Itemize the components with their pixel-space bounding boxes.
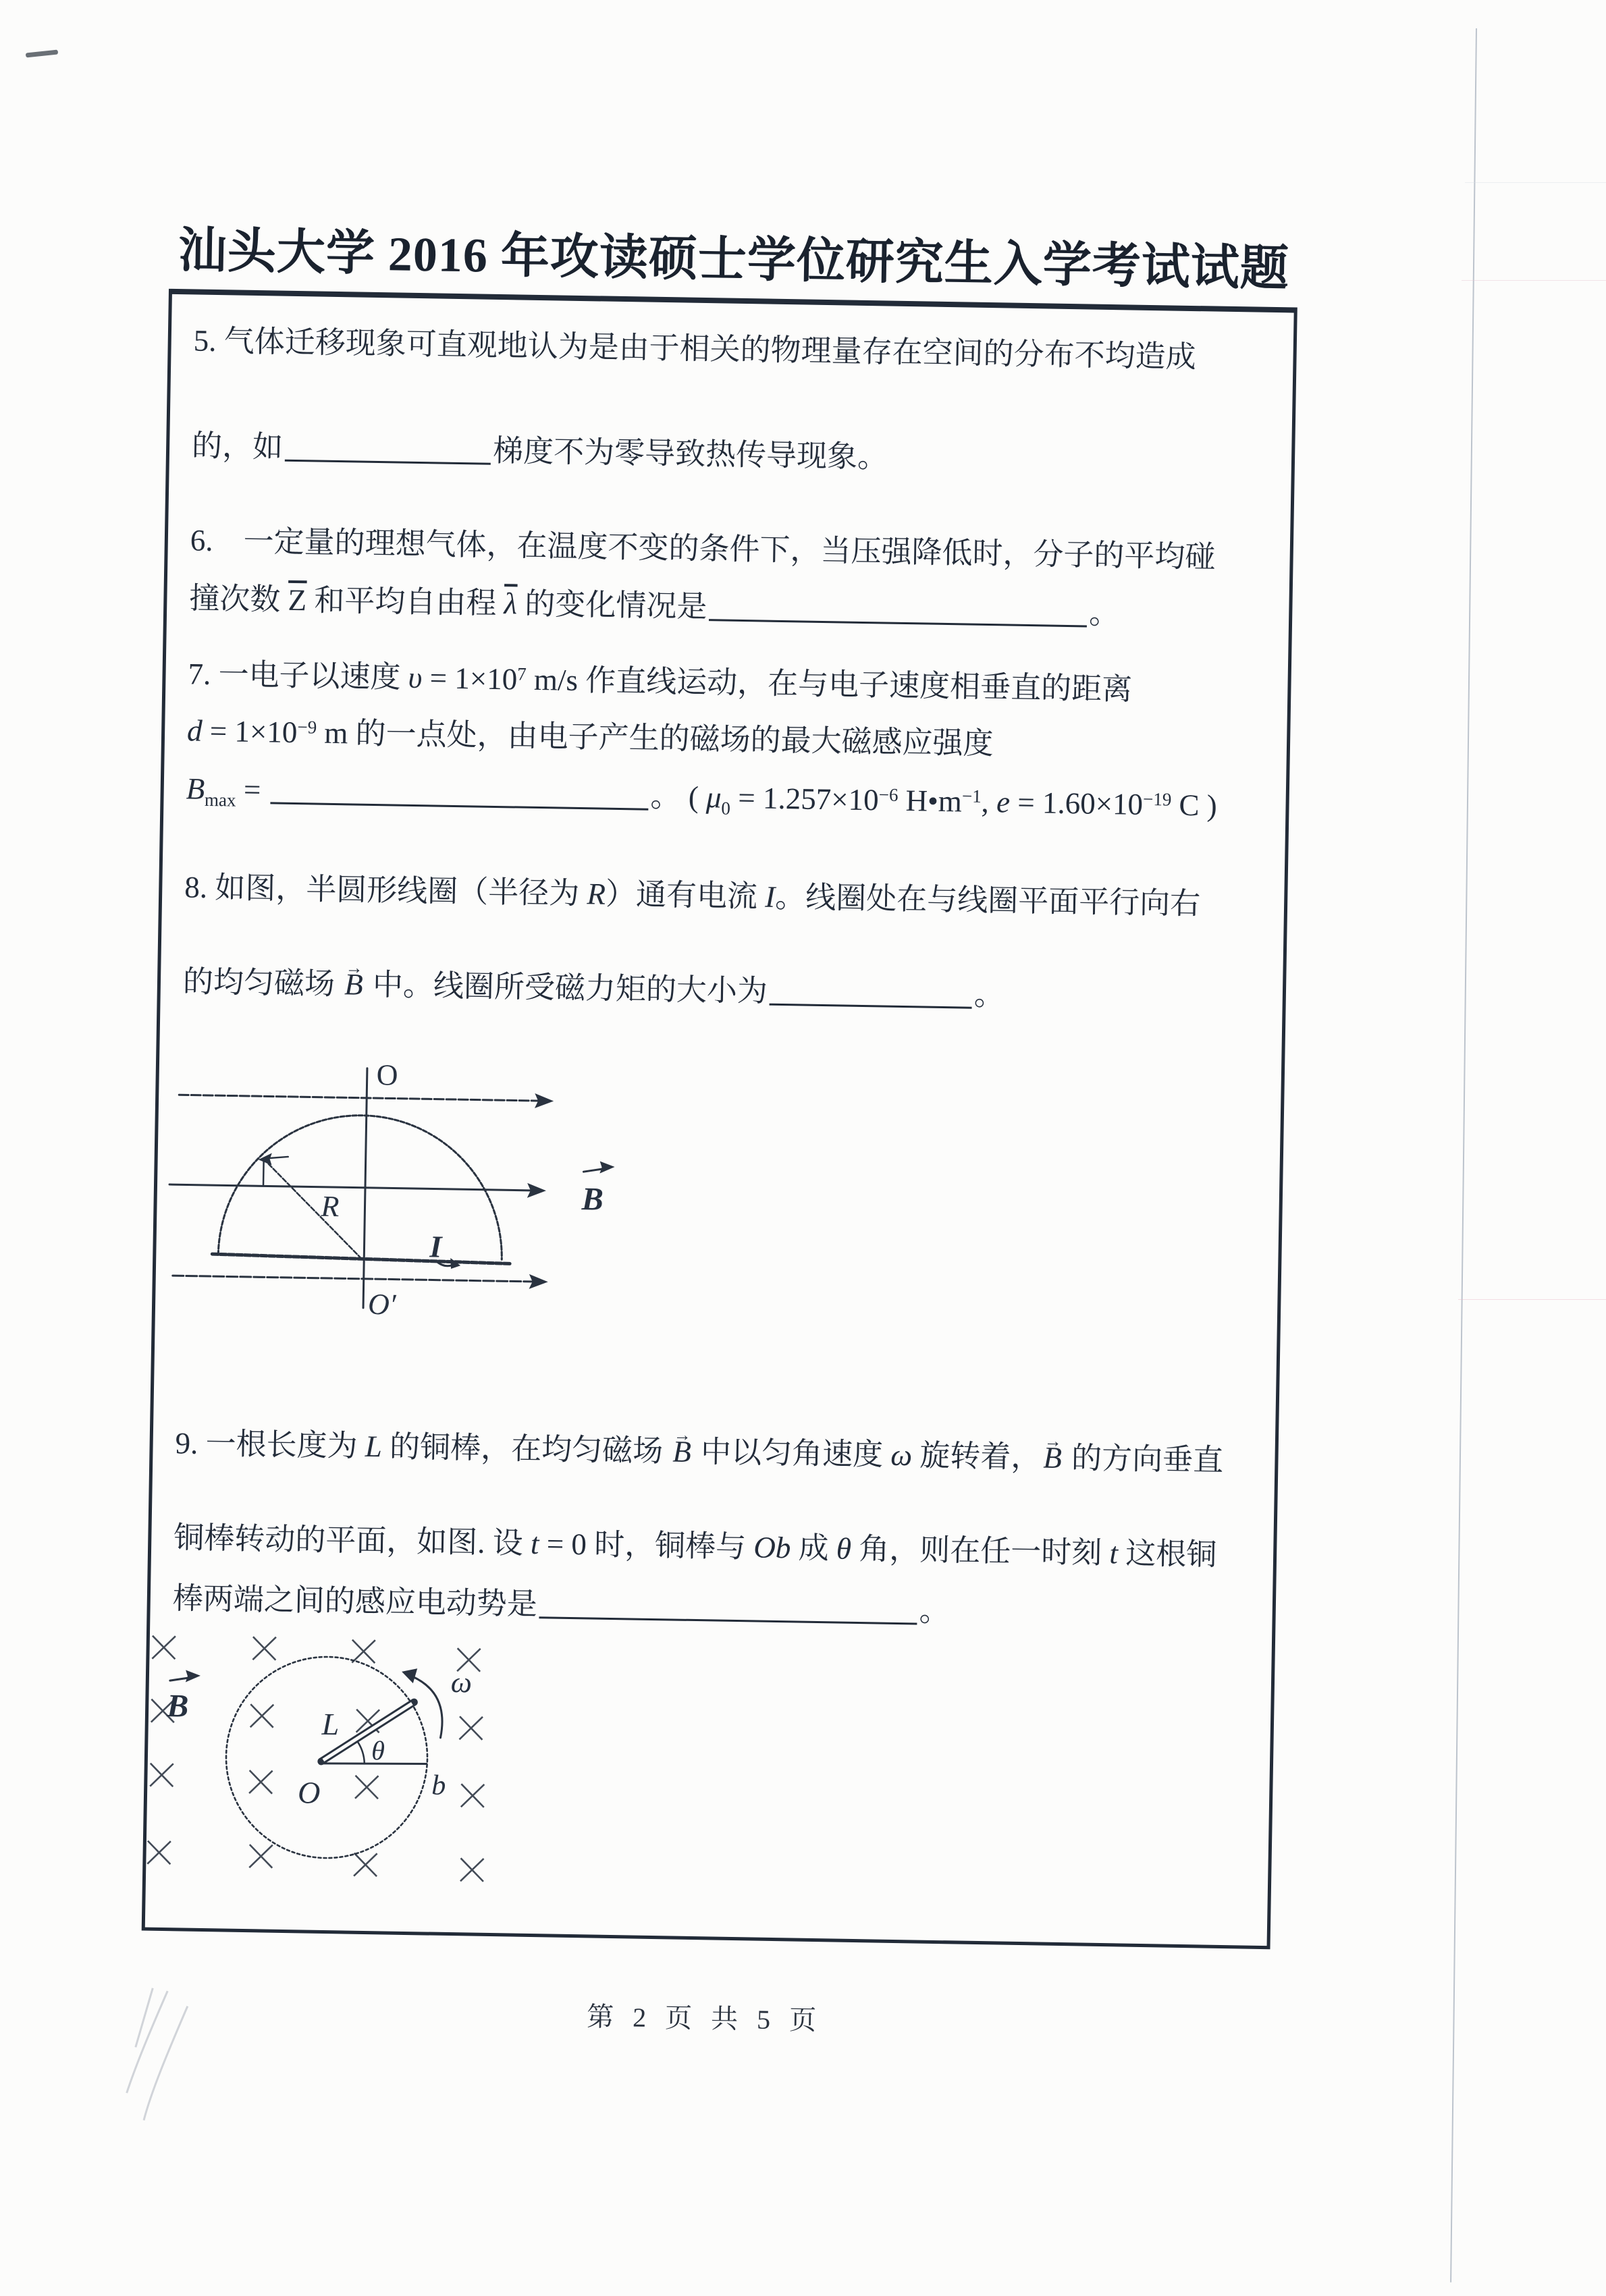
text-segment: $\overline{Z}$	[288, 582, 307, 618]
text-segment: 7. 一电子以速度	[188, 657, 409, 694]
text-segment: −6	[878, 784, 899, 805]
cross-mark	[355, 1776, 379, 1799]
cross-mark	[147, 1841, 171, 1865]
page-title: 汕头大学 2016 年攻读硕士学位研究生入学考试试题	[178, 223, 1290, 296]
text-segment: 这根铜	[1117, 1536, 1217, 1572]
text-segment: 的均匀磁场	[182, 964, 343, 1002]
perpendicular-tick	[263, 1160, 264, 1184]
text-segment: $\overline{\lambda}$	[504, 586, 518, 621]
text-segment: 中。线圈所受磁力矩的大小为	[365, 967, 768, 1008]
text-segment: e	[996, 785, 1011, 819]
cross-mark	[352, 1640, 375, 1664]
field-line-middle	[169, 1184, 533, 1191]
text-segment: 角，则在任一时刻	[851, 1531, 1110, 1570]
text-segment: 时，铜棒与	[593, 1527, 754, 1564]
text-segment: = 1×10	[202, 713, 298, 750]
cross-mark	[354, 1853, 377, 1877]
text-segment: 的变化情况是	[516, 586, 707, 624]
text-segment: B →	[672, 1431, 691, 1471]
text-segment: 的铜棒，在均匀磁场	[381, 1429, 671, 1469]
arrowhead-b-vector	[186, 1670, 200, 1683]
text-segment: (	[680, 780, 707, 815]
cross-mark	[459, 1716, 483, 1740]
radius-line	[262, 1159, 361, 1257]
question-5-line-1: 5. 气体迁移现象可直观地认为是由于相关的物理量存在空间的分布不均造成	[193, 323, 1196, 375]
label-B-field: B	[166, 1688, 189, 1724]
text-segment: υ	[408, 660, 423, 695]
text-segment: θ	[836, 1531, 852, 1566]
figure-rotating-rod	[136, 1619, 491, 1885]
label-O: O	[376, 1058, 398, 1092]
text-segment: =	[236, 772, 269, 807]
text-segment: m/s	[526, 662, 586, 698]
text-segment: 梯度不为零导致热传导现象。	[492, 433, 888, 474]
theta-angle-arc	[356, 1741, 365, 1764]
arrowhead-b-vector	[599, 1161, 614, 1174]
text-segment: 9. 一根长度为	[175, 1426, 366, 1463]
text-segment: 旋转着，	[911, 1438, 1042, 1475]
scan-artifact-line	[1465, 182, 1606, 183]
text-segment: ）通有电流	[605, 877, 766, 914]
text-segment: 和平均自由程	[306, 583, 505, 621]
rotation-direction-arc	[411, 1676, 443, 1738]
text-segment: = 1.60×10	[1009, 785, 1144, 821]
text-segment: 。	[973, 977, 1005, 1012]
cross-mark	[252, 1637, 276, 1660]
figure-semicircular-loop	[151, 1039, 628, 1338]
text-segment: C )	[1171, 788, 1218, 823]
text-segment: ,	[981, 784, 997, 819]
text-segment: H•m	[897, 783, 963, 819]
text-segment: Ob	[753, 1530, 791, 1565]
label-O-center: O	[297, 1775, 321, 1810]
label-I-current: I	[429, 1229, 442, 1264]
answer-blank	[539, 1588, 917, 1624]
text-segment: 撞次数	[189, 581, 289, 617]
text-segment: = 0	[539, 1527, 595, 1562]
text-segment: −9	[297, 717, 317, 738]
text-segment: m	[316, 715, 356, 750]
text-segment: B →	[344, 964, 363, 1004]
cross-mark	[460, 1858, 484, 1882]
text-segment: 的一点处，由电子产生的磁场的最大磁感应强度	[355, 716, 994, 761]
label-R-radius: R	[321, 1189, 340, 1224]
cross-mark	[250, 1704, 274, 1728]
text-segment: 。线圈处在与线圈平面平行向右	[774, 879, 1201, 921]
text-segment: I	[764, 879, 776, 914]
text-segment: B →	[1043, 1438, 1062, 1478]
pencil-smudge	[84, 1949, 303, 2168]
text-segment: = 1.257×10	[730, 780, 880, 817]
text-segment: 棒两端之间的感应电动势是	[172, 1581, 538, 1622]
cross-mark	[152, 1636, 176, 1660]
scan-artifact-line	[1462, 280, 1606, 281]
text-segment: max	[204, 789, 236, 811]
cross-mark	[461, 1784, 485, 1807]
text-segment: L	[365, 1429, 383, 1464]
text-segment: −19	[1142, 788, 1172, 810]
arrowhead-rotation	[402, 1668, 417, 1683]
text-segment: t	[1109, 1536, 1119, 1570]
text-segment: 7	[517, 663, 527, 684]
label-b-point: b	[431, 1770, 446, 1801]
answer-blank	[285, 431, 491, 465]
text-segment: 成	[791, 1531, 837, 1566]
smudge-stroke	[144, 2006, 188, 2121]
field-into-page-crosses	[147, 1635, 487, 1882]
label-B-field: B	[581, 1181, 604, 1218]
text-segment: 铜棒转动的平面，如图. 设	[173, 1521, 531, 1560]
label-O-prime: O′	[367, 1287, 396, 1321]
text-segment: 。	[1088, 596, 1120, 631]
scan-artifact-line	[1458, 1299, 1606, 1300]
text-segment: 作直线运动，在与电子速度相垂直的距离	[585, 663, 1133, 707]
text-segment: 的，如	[191, 429, 284, 464]
text-segment: = 1×10	[422, 661, 518, 696]
text-segment: −1	[961, 786, 982, 807]
cross-mark	[249, 1770, 273, 1794]
text-segment: 的方向垂直	[1063, 1441, 1224, 1477]
text-segment: 0	[721, 798, 731, 819]
smudge-stroke	[136, 1988, 153, 2047]
label-omega: ω	[450, 1666, 473, 1699]
coil-base-line	[212, 1254, 510, 1263]
text-segment: 。	[919, 1593, 951, 1629]
field-line-top	[179, 1095, 540, 1101]
text-segment: R	[587, 877, 606, 911]
page-number-footer: 第 2 页 共 5 页	[586, 2001, 823, 2036]
text-segment: μ	[705, 780, 722, 815]
text-segment: d	[186, 713, 203, 748]
answer-blank	[770, 975, 973, 1009]
label-L-length: L	[321, 1706, 340, 1742]
question-6-line-1: 6. 一定量的理想气体，在温度不变的条件下，当压强降低时，分子的平均碰	[190, 523, 1216, 574]
answer-blank	[270, 773, 649, 810]
answer-blank	[709, 591, 1088, 627]
text-segment: B	[186, 771, 205, 806]
arrowhead-arc-point	[259, 1153, 272, 1165]
text-segment: 中以匀角速度	[693, 1434, 891, 1472]
label-theta: θ	[371, 1735, 385, 1766]
text-segment: t	[530, 1526, 539, 1561]
text-segment: 8. 如图，半圆形线圈（半径为	[184, 870, 587, 911]
cross-mark	[249, 1844, 273, 1868]
field-line-bottom	[173, 1276, 535, 1282]
cross-mark	[150, 1764, 173, 1787]
text-segment: 。	[650, 779, 681, 814]
text-segment: ω	[890, 1438, 913, 1473]
